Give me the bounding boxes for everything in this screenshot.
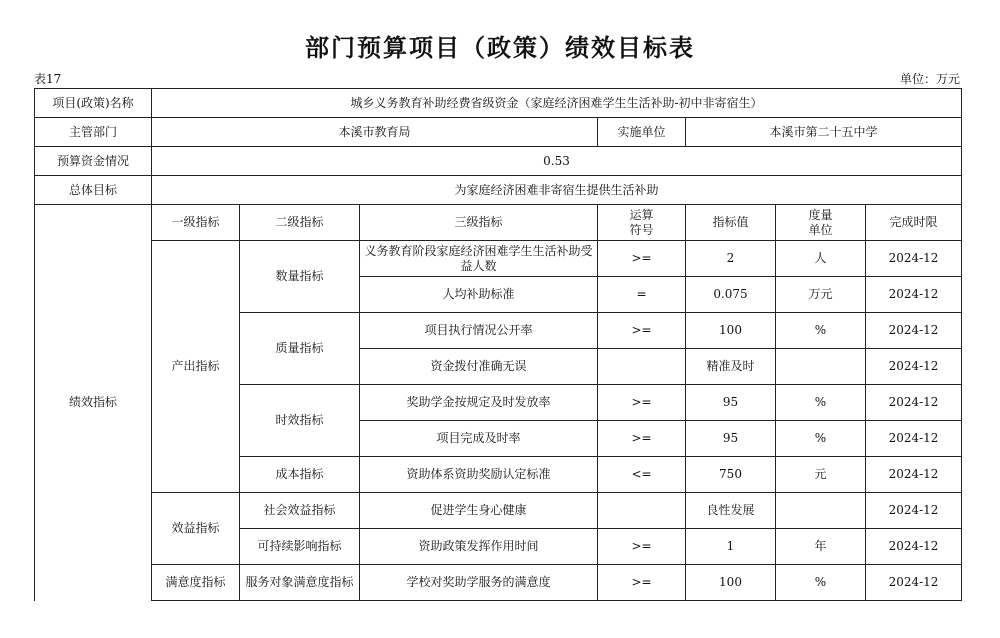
group-sustain: 可持续影响指标 bbox=[240, 529, 360, 565]
value-cell: 100 bbox=[686, 565, 776, 601]
deadline-cell: 2024-12 bbox=[866, 493, 962, 529]
operator-cell: >= bbox=[598, 421, 686, 457]
indicator-cell: 资金拨付准确无误 bbox=[360, 349, 598, 385]
deadline-cell: 2024-12 bbox=[866, 277, 962, 313]
goal-label: 总体目标 bbox=[35, 176, 152, 205]
table-row bbox=[35, 565, 962, 601]
perf-indicator-label: 绩效指标 bbox=[35, 205, 152, 601]
group-service: 服务对象满意度指标 bbox=[240, 565, 360, 601]
project-name-label: 项目(政策)名称 bbox=[35, 89, 152, 118]
goal-row bbox=[35, 176, 962, 205]
indicator-cell: 促进学生身心健康 bbox=[360, 493, 598, 529]
indicator-cell: 人均补助标准 bbox=[360, 277, 598, 313]
indicator-cell: 资助体系资助奖励认定标准 bbox=[360, 457, 598, 493]
project-name-row bbox=[35, 89, 962, 118]
group-cost: 成本指标 bbox=[240, 457, 360, 493]
deadline-cell: 2024-12 bbox=[866, 421, 962, 457]
group-timeliness: 时效指标 bbox=[240, 385, 360, 457]
department-label: 主管部门 bbox=[35, 118, 152, 147]
header-level3: 三级指标 bbox=[360, 205, 598, 241]
budget-row bbox=[35, 147, 962, 176]
unit-cell: 年 bbox=[776, 529, 866, 565]
unit-cell: 人 bbox=[776, 241, 866, 277]
unit-cell: % bbox=[776, 385, 866, 421]
group-social: 社会效益指标 bbox=[240, 493, 360, 529]
unit-cell: 万元 bbox=[776, 277, 866, 313]
value-cell: 750 bbox=[686, 457, 776, 493]
indicator-cell: 项目完成及时率 bbox=[360, 421, 598, 457]
header-level1: 一级指标 bbox=[152, 205, 240, 241]
unit-cell bbox=[776, 493, 866, 529]
header-deadline: 完成时限 bbox=[866, 205, 962, 241]
deadline-cell: 2024-12 bbox=[866, 457, 962, 493]
department-row bbox=[35, 118, 962, 147]
operator-cell: >= bbox=[598, 385, 686, 421]
header-row bbox=[35, 205, 962, 241]
header-level2: 二级指标 bbox=[240, 205, 360, 241]
group-satisfaction: 满意度指标 bbox=[152, 565, 240, 601]
value-cell: 100 bbox=[686, 313, 776, 349]
deadline-cell: 2024-12 bbox=[866, 385, 962, 421]
operator-cell: >= bbox=[598, 565, 686, 601]
value-cell: 95 bbox=[686, 421, 776, 457]
table-number: 表17 bbox=[34, 72, 62, 86]
value-cell: 1 bbox=[686, 529, 776, 565]
indicator-cell: 奖助学金按规定及时发放率 bbox=[360, 385, 598, 421]
operator-cell bbox=[598, 349, 686, 385]
table-row bbox=[35, 493, 962, 529]
operator-cell bbox=[598, 493, 686, 529]
unit-cell: 元 bbox=[776, 457, 866, 493]
implementer-value: 本溪市第二十五中学 bbox=[686, 118, 962, 147]
operator-cell: = bbox=[598, 277, 686, 313]
value-cell: 2 bbox=[686, 241, 776, 277]
header-unit: 度量 单位 bbox=[776, 205, 866, 241]
deadline-cell: 2024-12 bbox=[866, 313, 962, 349]
deadline-cell: 2024-12 bbox=[866, 349, 962, 385]
implementer-label: 实施单位 bbox=[598, 118, 686, 147]
operator-cell: >= bbox=[598, 313, 686, 349]
deadline-cell: 2024-12 bbox=[866, 529, 962, 565]
group-quantity: 数量指标 bbox=[240, 241, 360, 313]
value-cell: 良性发展 bbox=[686, 493, 776, 529]
unit-cell bbox=[776, 349, 866, 385]
indicator-cell: 资助政策发挥作用时间 bbox=[360, 529, 598, 565]
indicator-cell: 义务教育阶段家庭经济困难学生生活补助受益人数 bbox=[360, 241, 598, 277]
operator-cell: >= bbox=[598, 529, 686, 565]
value-cell: 0.075 bbox=[686, 277, 776, 313]
operator-cell: >= bbox=[598, 241, 686, 277]
unit-cell: % bbox=[776, 313, 866, 349]
department-value: 本溪市教育局 bbox=[152, 118, 598, 147]
deadline-cell: 2024-12 bbox=[866, 565, 962, 601]
group-output: 产出指标 bbox=[152, 241, 240, 493]
unit-cell: % bbox=[776, 421, 866, 457]
group-quality: 质量指标 bbox=[240, 313, 360, 385]
indicator-cell: 项目执行情况公开率 bbox=[360, 313, 598, 349]
header-operator: 运算 符号 bbox=[598, 205, 686, 241]
page-title: 部门预算项目（政策）绩效目标表 bbox=[305, 34, 695, 62]
indicator-cell: 学校对奖助学服务的满意度 bbox=[360, 565, 598, 601]
table-row bbox=[35, 241, 962, 277]
performance-table bbox=[34, 88, 962, 601]
group-benefit: 效益指标 bbox=[152, 493, 240, 565]
budget-value: 0.53 bbox=[152, 147, 962, 176]
unit-cell: % bbox=[776, 565, 866, 601]
header-value: 指标值 bbox=[686, 205, 776, 241]
budget-label: 预算资金情况 bbox=[35, 147, 152, 176]
project-name-value: 城乡义务教育补助经费省级资金（家庭经济困难学生生活补助-初中非寄宿生） bbox=[152, 89, 962, 118]
operator-cell: <= bbox=[598, 457, 686, 493]
value-cell: 95 bbox=[686, 385, 776, 421]
value-cell: 精准及时 bbox=[686, 349, 776, 385]
deadline-cell: 2024-12 bbox=[866, 241, 962, 277]
goal-value: 为家庭经济困难非寄宿生提供生活补助 bbox=[152, 176, 962, 205]
unit-label: 单位：万元 bbox=[899, 72, 960, 86]
